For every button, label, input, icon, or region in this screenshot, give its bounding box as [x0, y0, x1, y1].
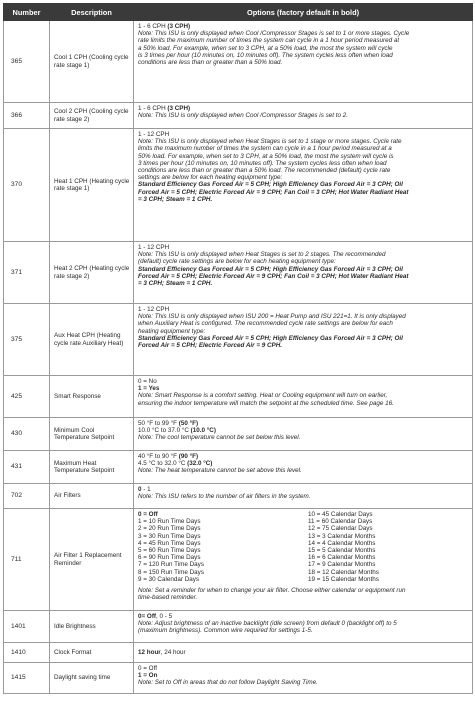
row-description: Minimum Cool Temperature Setpoint: [50, 418, 134, 451]
row-number: 1401: [4, 611, 50, 643]
row-number: 370: [4, 129, 50, 242]
note-line: Note: This ISU is only displayed when ISU 200 = Heat Pump and ISU 221=1. It is only displayed: [138, 313, 406, 321]
row-description: Smart Response: [50, 376, 134, 418]
row-options: [134, 484, 473, 509]
option-default: (3 CPH): [167, 105, 191, 112]
row-description: Cool 2 CPH (Cooling cycle rate stage 2): [50, 103, 134, 129]
note-line: Note: Adjust brightness of an inactive backlight (idle screen) from default 0 (backlight off) to 5: [138, 620, 397, 628]
recommended-rates: Forced Air = 5 CPH; Electric Forced Air = 9 CPH; Fan Coil = 3 CPH; Hot Water Radiant Heat: [138, 272, 409, 280]
row-description: Idle Brightness: [50, 611, 134, 643]
option-alt: , 24 hour: [160, 648, 186, 656]
note-line: 3 times per hour (10 minutes on, 10 minutes off). The system cycles less often when load: [138, 159, 387, 167]
table-row: [4, 21, 473, 103]
table-row: [4, 663, 473, 694]
row-description: Cool 1 CPH (Cooling cycle rate stage 1): [50, 21, 134, 103]
row-options: [134, 451, 473, 484]
recommended-rates: Standard Efficiency Gas Forced Air = 5 CPH; High Efficiency Gas Forced Air = 3 CPH; Oil: [138, 265, 403, 273]
option-range: 1 - 12 CPH: [138, 244, 170, 251]
row-options: [134, 21, 473, 103]
note-line: Note: Set to Off in areas that do not follow Daylight Saving Time.: [138, 679, 318, 687]
option-range-f: 40 °F to 90 °F: [138, 453, 179, 460]
option-range-c: 10.0 °C to 37.0 °C: [138, 427, 191, 435]
row-number: 1415: [4, 663, 50, 694]
row-options: [134, 103, 473, 129]
row-number: 366: [4, 103, 50, 129]
note-line: ensuring the indoor temperature will match the setpoint at the scheduled time. See page 16.: [138, 399, 394, 407]
table-header-row: [4, 4, 473, 21]
option-range: 1 - 6 CPH: [138, 23, 168, 30]
option-item: 12 = 75 Calendar Days: [308, 525, 373, 533]
option-item: 8 = 150 Run Time Days: [138, 568, 204, 576]
note-line: a 50% load. For example, when set to 3 CPH, at a 50% load, the most the system will cycle: [138, 44, 393, 52]
isu-table-wrapper: [3, 3, 472, 694]
note-line: time-based reminder.: [138, 594, 198, 602]
option-item: 6 = 90 Run Time Days: [138, 554, 201, 562]
option-item: 19 = 15 Calendar Months: [308, 575, 379, 583]
table-row: [4, 643, 473, 663]
option-range: - 1: [141, 486, 151, 493]
row-description: Clock Format: [50, 643, 134, 663]
table-row: [4, 451, 473, 484]
note-line: (maximum brightness). Common wire required for settings 1-5.: [138, 627, 313, 635]
option-item: 4 = 45 Run Time Days: [138, 539, 201, 547]
note-line: Note: Smart Response is a comfort setting. Heat or Cooling equipment will turn on earlier,: [138, 392, 388, 400]
row-description: Aux Heat CPH (Heating cycle rate Auxiliary Heat): [50, 304, 134, 376]
option-value: 0 = Off: [138, 665, 157, 672]
row-number: 375: [4, 304, 50, 376]
row-number: 430: [4, 418, 50, 451]
table-row: [4, 418, 473, 451]
note-line: Note: This ISU refers to the number of air filters in the system.: [138, 493, 311, 501]
table-row: [4, 304, 473, 376]
note-line: 50% load. For example, when set to 3 CPH, at a 50% load, the most the system will cycle is: [138, 152, 394, 160]
note-line: rate limits the maximum number of times the system can cycle in a 1 hour period measured at: [138, 37, 400, 45]
row-options: [134, 242, 473, 304]
option-default-c: (10.0 °C): [190, 427, 216, 435]
recommended-rates: = 3 CPH; Steam = 1 CPH.: [138, 280, 213, 288]
table-row: [4, 103, 473, 129]
row-description: Air Filter 1 Replacement Reminder: [50, 509, 134, 611]
row-description: Air Filters: [50, 484, 134, 509]
recommended-rates: Forced Air = 5 CPH; Electric Forced Air = 9 CPH; Fan Coil = 3 CPH; Hot Water Radiant Heat: [138, 188, 409, 196]
recommended-rates: Forced Air = 5 CPH; Electric Forced Air = 9 CPH.: [138, 342, 283, 350]
table-row: [4, 376, 473, 418]
option-range-f: 50 °F to 99 °F: [138, 420, 179, 427]
header-options: Options (factory default in bold): [134, 4, 473, 21]
row-options: [134, 304, 473, 376]
option-item: 13 = 3 Calendar Months: [308, 532, 376, 540]
header-number: Number: [4, 4, 50, 21]
note-line: conditions are less than or greater than a 50% load.: [138, 59, 283, 67]
row-options: [134, 611, 473, 643]
table-row: [4, 509, 473, 611]
table-row: [4, 129, 473, 242]
note-line: Note: The cool temperature cannot be set below this level.: [138, 434, 301, 442]
option-item: 17 = 9 Calendar Months: [308, 561, 376, 569]
row-number: 371: [4, 242, 50, 304]
header-description: Description: [50, 4, 134, 21]
isu-settings-table: [3, 3, 473, 694]
reminder-options-right: [308, 511, 468, 583]
option-default: 0 = Off: [138, 511, 158, 518]
note-line: Note: This ISU is only displayed when Heat Stages is set to 2 stages. The recommended: [138, 251, 386, 259]
note-line: Note: This ISU is only displayed when Heat Stages is set to 1 stage or more stages. Cycle rate: [138, 138, 402, 146]
row-options: [134, 643, 473, 663]
option-default: 0= Off: [138, 613, 157, 620]
option-value: 0 = No: [138, 378, 157, 385]
option-default: (3 CPH): [167, 23, 191, 30]
table-row: [4, 484, 473, 509]
row-number: 365: [4, 21, 50, 103]
note-line: heating equipment type:: [138, 327, 206, 335]
note-line: limits the maximum number of times the system can cycle in a 1 hour period measured at a: [138, 145, 392, 153]
row-options: [134, 418, 473, 451]
option-item: 2 = 20 Run Time Days: [138, 525, 201, 533]
option-default: 0: [138, 486, 142, 493]
row-number: 431: [4, 451, 50, 484]
row-options: [134, 376, 473, 418]
row-description: Daylight saving time: [50, 663, 134, 694]
option-item: 14 = 4 Calendar Months: [308, 539, 376, 547]
option-default-c: (32.0 °C): [187, 460, 213, 468]
note-line: is 3 times per hour (10 minutes on, 10 minutes off). The system cycles less often when load: [138, 51, 393, 59]
recommended-rates: = 3 CPH; Steam = 1 CPH.: [138, 195, 213, 203]
option-item: 5 = 60 Run Time Days: [138, 547, 201, 555]
option-default: 1 = Yes: [138, 385, 160, 393]
table-row: [4, 242, 473, 304]
note-line: Note: This ISU is only displayed when Cool /Compressor Stages is set to 2.: [138, 112, 348, 120]
option-item: 11 = 60 Calendar Days: [308, 518, 373, 526]
option-default: 12 hour: [138, 648, 161, 656]
row-number: 711: [4, 509, 50, 611]
note-line: Note: The heat temperature cannot be set above this level.: [138, 467, 302, 475]
row-description: Heat 2 CPH (Heating cycle rate stage 2): [50, 242, 134, 304]
note-line: conditions are less than or greater than a 50% load. The recommended (default) cycle rate: [138, 167, 391, 175]
option-default-f: (90 °F): [178, 453, 199, 460]
row-number: 425: [4, 376, 50, 418]
option-item: 10 = 45 Calendar Days: [308, 511, 373, 518]
row-description: Maximum Heat Temperature Setpoint: [50, 451, 134, 484]
row-options: [134, 509, 473, 611]
note-line: Note: Set a reminder for when to change your air filter. Choose either calendar or equipment run: [138, 587, 406, 595]
option-range: 1 - 6 CPH: [138, 105, 168, 112]
option-range: 1 - 12 CPH: [138, 306, 170, 313]
row-description: Heat 1 CPH (Heating cycle rate stage 1): [50, 129, 134, 242]
option-range: 1 - 12 CPH: [138, 131, 170, 138]
note-line: Note: This ISU is only displayed when Cool /Compressor Stages is set to 1 or more stages. Cycle: [138, 30, 410, 38]
recommended-rates: Standard Efficiency Gas Forced Air = 5 CPH; High Efficiency Gas Forced Air = 3 CPH; Oil: [138, 181, 403, 189]
option-range-c: 4.5 °C to 32.0 °C: [138, 460, 188, 468]
option-item: 18 = 12 Calendar Months: [308, 568, 379, 576]
reminder-options-left: [138, 511, 308, 583]
note-line: settings are below for each heating equipment type:: [138, 174, 283, 182]
option-range: , 0 - 5: [156, 613, 173, 620]
option-item: 15 = 5 Calendar Months: [308, 547, 376, 555]
note-line: (default) cycle rate settings are below for each heating equipment type:: [138, 258, 336, 266]
option-default: 1 = On: [138, 672, 158, 680]
row-options: [134, 129, 473, 242]
option-item: 16 = 6 Calendar Months: [308, 554, 376, 562]
row-number: 702: [4, 484, 50, 509]
row-number: 1410: [4, 643, 50, 663]
option-item: 3 = 30 Run Time Days: [138, 532, 201, 540]
recommended-rates: Standard Efficiency Gas Forced Air = 5 CPH; High Efficiency Gas Forced Air = 3 CPH; Oil: [138, 334, 403, 342]
option-item: 1 = 10 Run Time Days: [138, 518, 201, 526]
option-item: 7 = 120 Run Time Days: [138, 561, 204, 569]
reminder-options: [138, 511, 469, 583]
option-default-f: (50 °F): [178, 420, 199, 427]
note-line: when Auxiliary Heat is configured. The recommended cycle rate settings are below for each: [138, 320, 393, 328]
option-item: 9 = 30 Calendar Days: [138, 575, 200, 583]
table-row: [4, 611, 473, 643]
row-options: [134, 663, 473, 694]
